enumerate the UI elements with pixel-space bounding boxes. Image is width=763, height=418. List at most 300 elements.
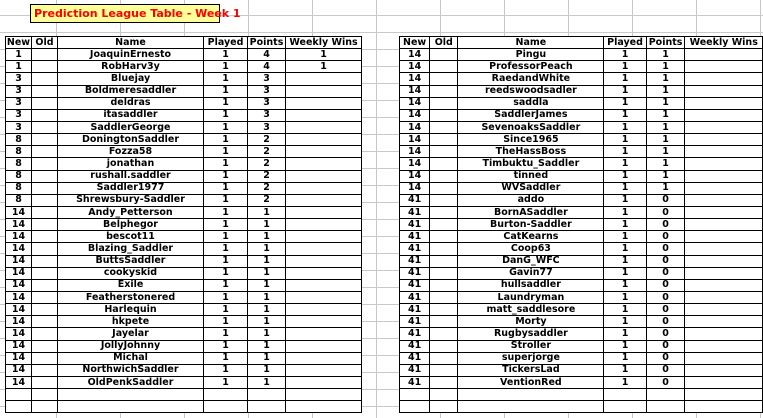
cell-played[interactable]: 1 <box>604 316 646 328</box>
cell-played[interactable]: 1 <box>204 73 248 85</box>
cell-weekly-wins[interactable] <box>286 401 362 413</box>
cell-points[interactable]: 0 <box>646 206 685 218</box>
cell-weekly-wins[interactable] <box>685 291 763 303</box>
cell-name[interactable]: addo <box>458 194 604 206</box>
cell-name[interactable]: BornASaddler <box>458 206 604 218</box>
cell-new[interactable]: 3 <box>6 85 32 97</box>
cell-played[interactable]: 1 <box>604 206 646 218</box>
cell-played[interactable]: 1 <box>604 291 646 303</box>
cell-weekly-wins[interactable] <box>685 267 763 279</box>
cell-weekly-wins[interactable] <box>286 121 362 133</box>
cell-name[interactable]: OldPenkSaddler <box>58 376 204 388</box>
cell-points[interactable]: 0 <box>646 243 685 255</box>
cell-name[interactable]: rushall.saddler <box>58 170 204 182</box>
cell-played[interactable]: 1 <box>204 340 248 352</box>
cell-weekly-wins[interactable] <box>685 182 763 194</box>
cell-old[interactable] <box>430 85 458 97</box>
cell-played[interactable]: 1 <box>204 364 248 376</box>
cell-old[interactable] <box>430 134 458 146</box>
cell-name[interactable]: VentionRed <box>458 376 604 388</box>
header-points[interactable]: Points <box>248 37 286 49</box>
cell-points[interactable]: 0 <box>646 328 685 340</box>
cell-old[interactable] <box>32 109 58 121</box>
cell-weekly-wins[interactable] <box>685 340 763 352</box>
cell-played[interactable]: 1 <box>204 328 248 340</box>
cell-old[interactable] <box>430 316 458 328</box>
cell-old[interactable] <box>430 219 458 231</box>
cell-played[interactable]: 1 <box>604 97 646 109</box>
cell-points[interactable]: 1 <box>646 134 685 146</box>
cell-name[interactable]: ButtsSaddler <box>58 255 204 267</box>
cell-new[interactable]: 14 <box>400 146 430 158</box>
cell-weekly-wins[interactable] <box>286 170 362 182</box>
cell-played[interactable]: 1 <box>204 231 248 243</box>
cell-points[interactable]: 1 <box>248 206 286 218</box>
cell-new[interactable]: 14 <box>6 328 32 340</box>
cell-points[interactable]: 1 <box>646 121 685 133</box>
cell-new[interactable] <box>400 389 430 401</box>
cell-points[interactable]: 0 <box>646 279 685 291</box>
cell-weekly-wins[interactable] <box>685 194 763 206</box>
cell-old[interactable] <box>32 61 58 73</box>
cell-new[interactable]: 14 <box>400 73 430 85</box>
cell-points[interactable]: 1 <box>646 97 685 109</box>
cell-played[interactable]: 1 <box>604 340 646 352</box>
cell-old[interactable] <box>430 231 458 243</box>
cell-weekly-wins[interactable] <box>685 219 763 231</box>
cell-old[interactable] <box>32 219 58 231</box>
cell-points[interactable]: 1 <box>646 73 685 85</box>
cell-name[interactable]: SevenoaksSaddler <box>458 121 604 133</box>
cell-name[interactable]: Saddler1977 <box>58 182 204 194</box>
cell-name[interactable]: Belphegor <box>58 219 204 231</box>
cell-name[interactable]: cookyskid <box>58 267 204 279</box>
cell-points[interactable]: 3 <box>248 121 286 133</box>
cell-played[interactable]: 1 <box>604 364 646 376</box>
cell-name[interactable]: TheHassBoss <box>458 146 604 158</box>
cell-points[interactable]: 1 <box>646 158 685 170</box>
cell-weekly-wins[interactable] <box>685 61 763 73</box>
cell-played[interactable]: 1 <box>204 376 248 388</box>
cell-name[interactable]: TickersLad <box>458 364 604 376</box>
cell-points[interactable]: 1 <box>248 255 286 267</box>
cell-weekly-wins[interactable] <box>286 97 362 109</box>
cell-new[interactable]: 8 <box>6 134 32 146</box>
cell-old[interactable] <box>430 340 458 352</box>
cell-played[interactable]: 1 <box>604 267 646 279</box>
cell-name[interactable]: Jayelar <box>58 328 204 340</box>
cell-weekly-wins[interactable] <box>286 316 362 328</box>
cell-old[interactable] <box>32 328 58 340</box>
cell-played[interactable]: 1 <box>604 85 646 97</box>
cell-old[interactable] <box>430 146 458 158</box>
cell-points[interactable]: 0 <box>646 194 685 206</box>
cell-old[interactable] <box>430 182 458 194</box>
cell-played[interactable]: 1 <box>604 61 646 73</box>
cell-new[interactable]: 3 <box>6 109 32 121</box>
cell-points[interactable]: 1 <box>646 49 685 61</box>
cell-name[interactable]: RaedandWhite <box>458 73 604 85</box>
cell-old[interactable] <box>430 170 458 182</box>
cell-played[interactable]: 1 <box>604 146 646 158</box>
cell-old[interactable] <box>430 158 458 170</box>
cell-played[interactable]: 1 <box>204 158 248 170</box>
cell-played[interactable]: 1 <box>204 97 248 109</box>
cell-weekly-wins[interactable] <box>286 194 362 206</box>
cell-new[interactable]: 14 <box>400 97 430 109</box>
cell-weekly-wins[interactable] <box>685 376 763 388</box>
cell-played[interactable]: 1 <box>604 328 646 340</box>
cell-name[interactable]: Andy_Petterson <box>58 206 204 218</box>
cell-points[interactable] <box>248 389 286 401</box>
header-old[interactable]: Old <box>32 37 58 49</box>
cell-weekly-wins[interactable] <box>286 206 362 218</box>
cell-old[interactable] <box>430 206 458 218</box>
cell-name[interactable]: DoningtonSaddler <box>58 134 204 146</box>
cell-points[interactable]: 0 <box>646 255 685 267</box>
cell-old[interactable] <box>32 206 58 218</box>
cell-new[interactable]: 14 <box>400 121 430 133</box>
cell-name[interactable]: Exile <box>58 279 204 291</box>
cell-new[interactable]: 14 <box>400 158 430 170</box>
cell-new[interactable]: 14 <box>6 376 32 388</box>
cell-weekly-wins[interactable] <box>286 219 362 231</box>
cell-new[interactable] <box>400 401 430 413</box>
cell-old[interactable] <box>32 352 58 364</box>
cell-name[interactable]: Michal <box>58 352 204 364</box>
cell-new[interactable]: 14 <box>6 267 32 279</box>
cell-new[interactable]: 14 <box>400 49 430 61</box>
cell-weekly-wins[interactable] <box>685 255 763 267</box>
cell-played[interactable]: 1 <box>204 206 248 218</box>
cell-weekly-wins[interactable] <box>685 49 763 61</box>
cell-points[interactable]: 0 <box>646 316 685 328</box>
cell-old[interactable] <box>32 73 58 85</box>
cell-weekly-wins[interactable] <box>685 158 763 170</box>
cell-old[interactable] <box>32 85 58 97</box>
cell-new[interactable]: 41 <box>400 304 430 316</box>
cell-weekly-wins[interactable] <box>286 255 362 267</box>
cell-old[interactable] <box>32 194 58 206</box>
cell-new[interactable]: 14 <box>6 206 32 218</box>
cell-new[interactable]: 14 <box>6 219 32 231</box>
cell-played[interactable]: 1 <box>204 352 248 364</box>
cell-old[interactable] <box>32 170 58 182</box>
cell-points[interactable]: 1 <box>646 182 685 194</box>
cell-points[interactable]: 3 <box>248 109 286 121</box>
cell-played[interactable]: 1 <box>604 134 646 146</box>
cell-old[interactable] <box>32 304 58 316</box>
cell-name[interactable] <box>58 401 204 413</box>
cell-points[interactable]: 1 <box>248 231 286 243</box>
cell-points[interactable]: 1 <box>248 291 286 303</box>
cell-name[interactable]: Coop63 <box>458 243 604 255</box>
cell-new[interactable]: 14 <box>6 243 32 255</box>
cell-points[interactable]: 2 <box>248 194 286 206</box>
cell-points[interactable]: 0 <box>646 364 685 376</box>
cell-new[interactable]: 8 <box>6 146 32 158</box>
cell-new[interactable]: 14 <box>400 109 430 121</box>
cell-old[interactable] <box>430 291 458 303</box>
cell-played[interactable]: 1 <box>204 49 248 61</box>
cell-old[interactable] <box>430 121 458 133</box>
cell-new[interactable]: 41 <box>400 219 430 231</box>
cell-old[interactable] <box>32 291 58 303</box>
cell-points[interactable]: 2 <box>248 170 286 182</box>
cell-weekly-wins[interactable] <box>286 134 362 146</box>
cell-played[interactable]: 1 <box>204 146 248 158</box>
cell-name[interactable]: SaddlerJames <box>458 109 604 121</box>
cell-new[interactable]: 8 <box>6 194 32 206</box>
cell-old[interactable] <box>32 243 58 255</box>
cell-old[interactable] <box>32 255 58 267</box>
cell-weekly-wins[interactable] <box>685 85 763 97</box>
cell-weekly-wins[interactable] <box>286 328 362 340</box>
cell-points[interactable]: 2 <box>248 146 286 158</box>
cell-played[interactable]: 1 <box>204 109 248 121</box>
cell-played[interactable] <box>204 401 248 413</box>
cell-new[interactable]: 14 <box>400 170 430 182</box>
cell-played[interactable]: 1 <box>204 255 248 267</box>
cell-old[interactable] <box>32 146 58 158</box>
cell-points[interactable]: 0 <box>646 267 685 279</box>
cell-name[interactable]: Stroller <box>458 340 604 352</box>
cell-played[interactable]: 1 <box>204 85 248 97</box>
cell-name[interactable]: tinned <box>458 170 604 182</box>
cell-name[interactable]: ProfessorPeach <box>458 61 604 73</box>
cell-new[interactable]: 8 <box>6 158 32 170</box>
cell-played[interactable] <box>604 389 646 401</box>
cell-points[interactable]: 1 <box>248 340 286 352</box>
cell-weekly-wins[interactable] <box>685 316 763 328</box>
cell-name[interactable]: jonathan <box>58 158 204 170</box>
cell-played[interactable]: 1 <box>604 352 646 364</box>
cell-played[interactable]: 1 <box>204 194 248 206</box>
cell-points[interactable]: 1 <box>248 376 286 388</box>
cell-name[interactable]: bescot11 <box>58 231 204 243</box>
cell-name[interactable]: Gavin77 <box>458 267 604 279</box>
cell-old[interactable] <box>32 279 58 291</box>
cell-points[interactable]: 0 <box>646 340 685 352</box>
cell-weekly-wins[interactable] <box>685 389 763 401</box>
cell-new[interactable]: 14 <box>400 134 430 146</box>
header-new[interactable]: New <box>400 37 430 49</box>
header-new[interactable]: New <box>6 36 31 48</box>
cell-played[interactable]: 1 <box>204 121 248 133</box>
cell-played[interactable]: 1 <box>204 61 248 73</box>
cell-points[interactable]: 3 <box>248 73 286 85</box>
cell-old[interactable] <box>32 182 58 194</box>
cell-name[interactable]: Rugbysaddler <box>458 328 604 340</box>
cell-new[interactable]: 14 <box>6 352 32 364</box>
cell-points[interactable]: 1 <box>646 109 685 121</box>
cell-old[interactable] <box>430 97 458 109</box>
header-name[interactable]: Name <box>58 37 204 49</box>
cell-name[interactable]: hkpete <box>58 316 204 328</box>
cell-points[interactable]: 0 <box>646 376 685 388</box>
cell-points[interactable]: 1 <box>646 85 685 97</box>
cell-played[interactable]: 1 <box>604 304 646 316</box>
cell-old[interactable] <box>430 376 458 388</box>
cell-old[interactable] <box>430 328 458 340</box>
cell-weekly-wins[interactable] <box>685 73 763 85</box>
cell-played[interactable] <box>204 389 248 401</box>
cell-weekly-wins[interactable] <box>685 109 763 121</box>
cell-name[interactable] <box>458 389 604 401</box>
cell-old[interactable] <box>32 97 58 109</box>
cell-played[interactable]: 1 <box>204 219 248 231</box>
cell-name[interactable]: Fozza58 <box>58 146 204 158</box>
cell-played[interactable]: 1 <box>604 376 646 388</box>
cell-new[interactable]: 14 <box>400 85 430 97</box>
cell-weekly-wins[interactable] <box>286 243 362 255</box>
cell-name[interactable]: hullsaddler <box>458 279 604 291</box>
cell-new[interactable]: 41 <box>400 291 430 303</box>
cell-weekly-wins[interactable] <box>286 85 362 97</box>
cell-new[interactable]: 14 <box>400 182 430 194</box>
cell-old[interactable] <box>430 389 458 401</box>
cell-points[interactable]: 3 <box>248 97 286 109</box>
cell-name[interactable]: Blazing_Saddler <box>58 243 204 255</box>
cell-new[interactable]: 41 <box>400 255 430 267</box>
cell-weekly-wins[interactable] <box>685 231 763 243</box>
cell-name[interactable]: Since1965 <box>458 134 604 146</box>
cell-name[interactable]: DanG_WFC <box>458 255 604 267</box>
cell-new[interactable]: 14 <box>6 291 32 303</box>
cell-points[interactable]: 1 <box>248 279 286 291</box>
cell-new[interactable]: 14 <box>6 255 32 267</box>
cell-played[interactable]: 1 <box>604 49 646 61</box>
cell-new[interactable] <box>6 401 32 413</box>
header-name[interactable]: Name <box>458 37 604 49</box>
header-played[interactable]: Played <box>204 37 248 49</box>
cell-played[interactable]: 1 <box>204 316 248 328</box>
cell-old[interactable] <box>430 49 458 61</box>
cell-old[interactable] <box>32 340 58 352</box>
cell-old[interactable] <box>430 61 458 73</box>
cell-name[interactable]: SaddlerGeorge <box>58 121 204 133</box>
cell-new[interactable]: 3 <box>6 73 32 85</box>
cell-points[interactable]: 4 <box>248 61 286 73</box>
cell-new[interactable]: 41 <box>400 206 430 218</box>
cell-played[interactable] <box>604 401 646 413</box>
cell-weekly-wins[interactable] <box>286 182 362 194</box>
cell-new[interactable]: 41 <box>400 340 430 352</box>
header-weekly-wins[interactable]: Weekly Wins <box>685 37 763 49</box>
cell-name[interactable] <box>58 389 204 401</box>
cell-new[interactable]: 14 <box>6 231 32 243</box>
cell-played[interactable]: 1 <box>204 134 248 146</box>
cell-name[interactable]: Featherstonered <box>58 291 204 303</box>
cell-old[interactable] <box>32 121 58 133</box>
cell-played[interactable]: 1 <box>604 158 646 170</box>
cell-old[interactable] <box>430 255 458 267</box>
cell-weekly-wins[interactable] <box>286 73 362 85</box>
cell-points[interactable]: 0 <box>646 291 685 303</box>
cell-name[interactable]: Burton-Saddler <box>458 219 604 231</box>
cell-points[interactable]: 1 <box>248 352 286 364</box>
cell-name[interactable]: WVSaddler <box>458 182 604 194</box>
cell-weekly-wins[interactable] <box>685 134 763 146</box>
cell-old[interactable] <box>32 316 58 328</box>
cell-name[interactable]: superjorge <box>458 352 604 364</box>
header-old[interactable]: Old <box>430 37 458 49</box>
header-played[interactable]: Played <box>604 37 646 49</box>
cell-weekly-wins[interactable] <box>286 158 362 170</box>
cell-points[interactable]: 4 <box>248 49 286 61</box>
cell-played[interactable]: 1 <box>204 243 248 255</box>
cell-old[interactable] <box>430 279 458 291</box>
cell-old[interactable] <box>430 401 458 413</box>
cell-played[interactable]: 1 <box>204 182 248 194</box>
cell-weekly-wins[interactable] <box>286 364 362 376</box>
cell-new[interactable]: 1 <box>6 49 32 61</box>
cell-points[interactable] <box>646 389 685 401</box>
cell-points[interactable]: 1 <box>248 328 286 340</box>
cell-old[interactable] <box>32 134 58 146</box>
cell-weekly-wins[interactable] <box>286 231 362 243</box>
cell-name[interactable]: Boldmeresaddler <box>58 85 204 97</box>
cell-points[interactable]: 0 <box>646 219 685 231</box>
cell-weekly-wins[interactable] <box>286 304 362 316</box>
cell-points[interactable]: 2 <box>248 134 286 146</box>
cell-name[interactable]: reedswoodsadler <box>458 85 604 97</box>
cell-new[interactable]: 41 <box>400 243 430 255</box>
cell-points[interactable]: 0 <box>646 231 685 243</box>
cell-new[interactable]: 14 <box>400 61 430 73</box>
cell-new[interactable]: 41 <box>400 194 430 206</box>
cell-old[interactable] <box>430 194 458 206</box>
cell-weekly-wins[interactable] <box>286 267 362 279</box>
cell-new[interactable]: 3 <box>6 97 32 109</box>
cell-weekly-wins[interactable] <box>685 206 763 218</box>
cell-weekly-wins[interactable] <box>286 376 362 388</box>
cell-old[interactable] <box>32 389 58 401</box>
cell-name[interactable]: RobHarv3y <box>58 61 204 73</box>
cell-played[interactable]: 1 <box>604 255 646 267</box>
cell-points[interactable]: 1 <box>646 170 685 182</box>
cell-points[interactable] <box>646 401 685 413</box>
cell-points[interactable]: 1 <box>248 304 286 316</box>
cell-points[interactable]: 2 <box>248 182 286 194</box>
cell-weekly-wins[interactable] <box>685 328 763 340</box>
cell-played[interactable]: 1 <box>204 279 248 291</box>
cell-weekly-wins[interactable]: 1 <box>286 49 362 61</box>
cell-name[interactable]: Laundryman <box>458 291 604 303</box>
cell-weekly-wins[interactable] <box>685 146 763 158</box>
cell-new[interactable]: 41 <box>400 279 430 291</box>
cell-weekly-wins[interactable] <box>685 243 763 255</box>
cell-played[interactable]: 1 <box>604 73 646 85</box>
cell-points[interactable]: 0 <box>646 352 685 364</box>
page-title[interactable]: Prediction League Table - Week 1 <box>30 4 220 23</box>
cell-new[interactable]: 14 <box>6 316 32 328</box>
cell-weekly-wins[interactable] <box>286 279 362 291</box>
cell-new[interactable]: 41 <box>400 267 430 279</box>
cell-new[interactable]: 1 <box>6 61 32 73</box>
cell-points[interactable]: 0 <box>646 304 685 316</box>
cell-played[interactable]: 1 <box>604 243 646 255</box>
cell-name[interactable]: CatKearns <box>458 231 604 243</box>
cell-name[interactable]: JollyJohnny <box>58 340 204 352</box>
cell-weekly-wins[interactable] <box>286 109 362 121</box>
cell-played[interactable]: 1 <box>204 291 248 303</box>
cell-name[interactable]: Pingu <box>458 49 604 61</box>
cell-played[interactable]: 1 <box>204 170 248 182</box>
cell-new[interactable]: 14 <box>6 304 32 316</box>
cell-new[interactable]: 41 <box>400 231 430 243</box>
cell-weekly-wins[interactable] <box>286 340 362 352</box>
